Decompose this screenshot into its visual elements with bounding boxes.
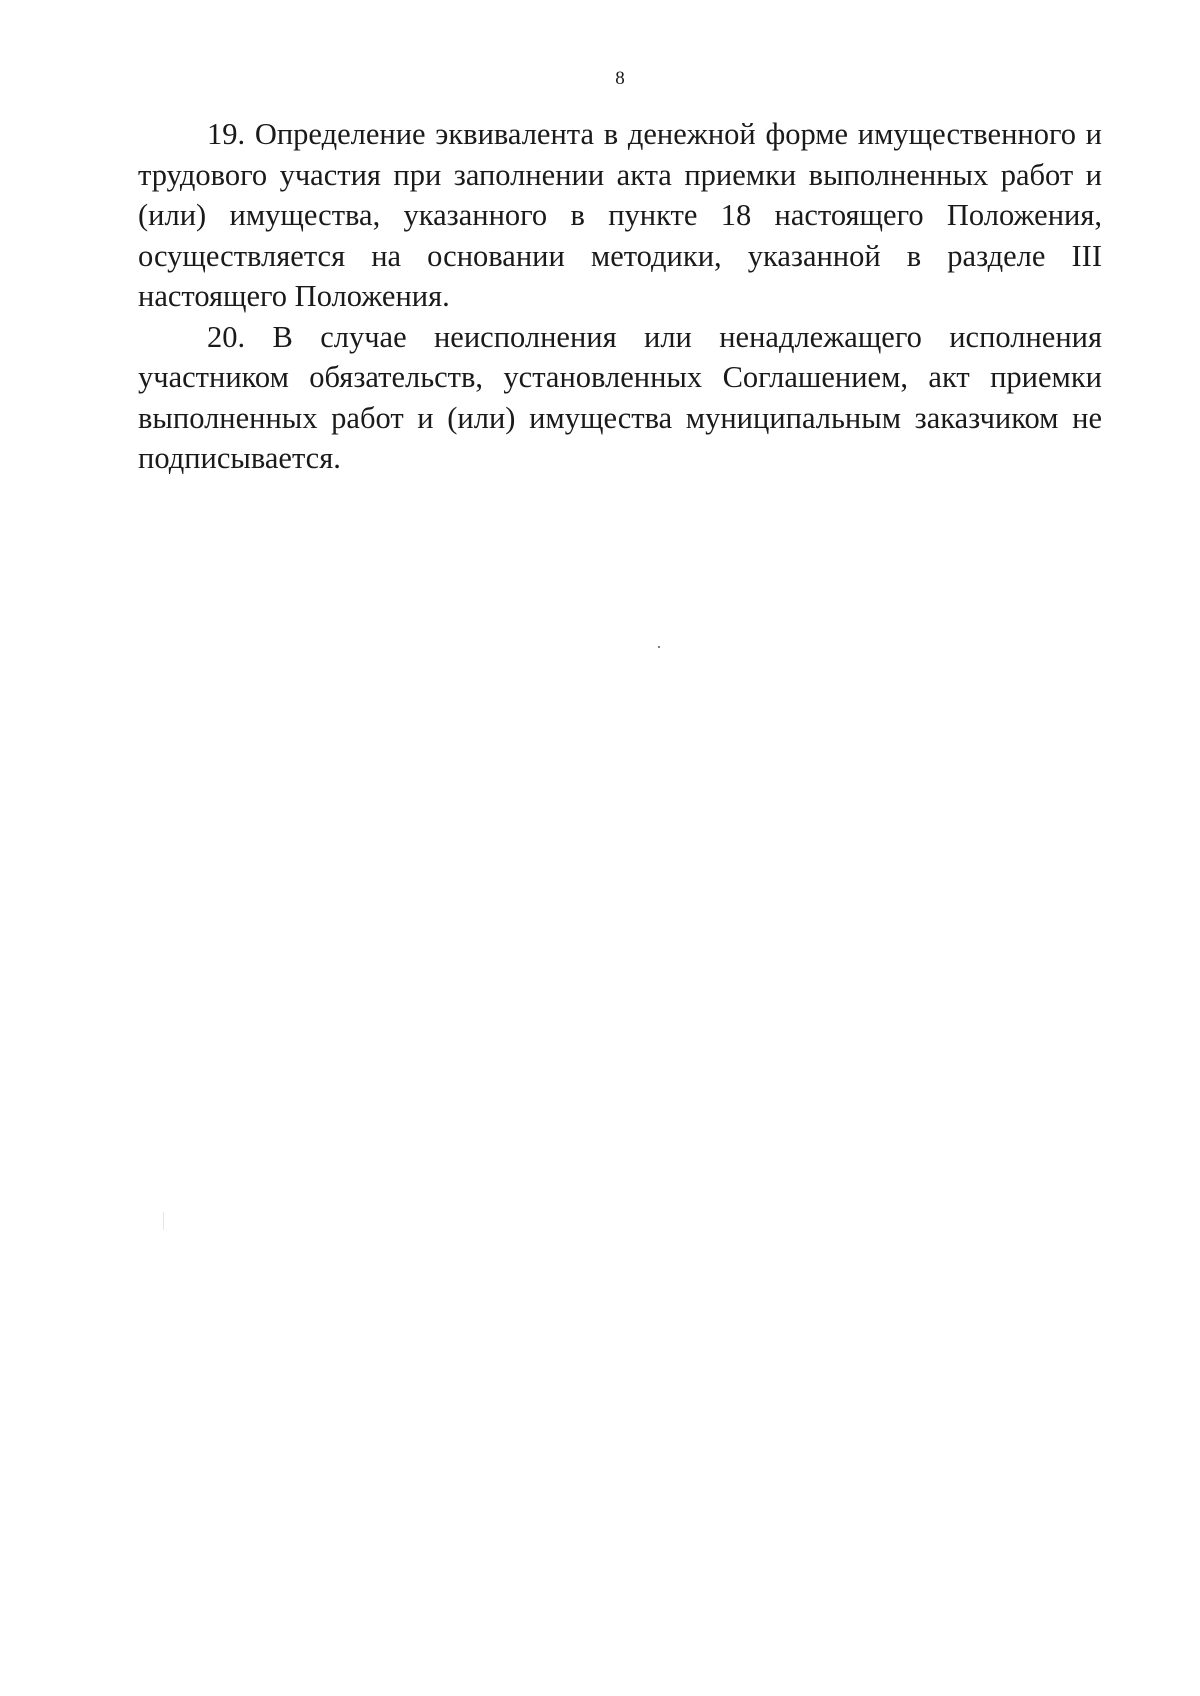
scan-artifact-dot <box>658 646 660 648</box>
paragraph-20: 20. В случае неисполнения или ненадлежащего исполнения участником обязательств, установленных Соглашением, акт приемки выполненных работ и (или) имущества муниципальным заказчиком не подписывается. <box>138 319 1102 475</box>
paragraph-19: 19. Определение эквивалента в денежной форме имущественного и трудового участия при заполнении акта приемки выполненных работ и (или) имущества, указанного в пункте 18 настоящего Положения, осуществляется на основании методики, указанной в разделе III настоящего Положения. <box>138 117 1102 313</box>
document-body <box>138 114 1102 479</box>
page-number: 8 <box>615 68 625 89</box>
scan-artifact-line <box>163 1212 164 1230</box>
